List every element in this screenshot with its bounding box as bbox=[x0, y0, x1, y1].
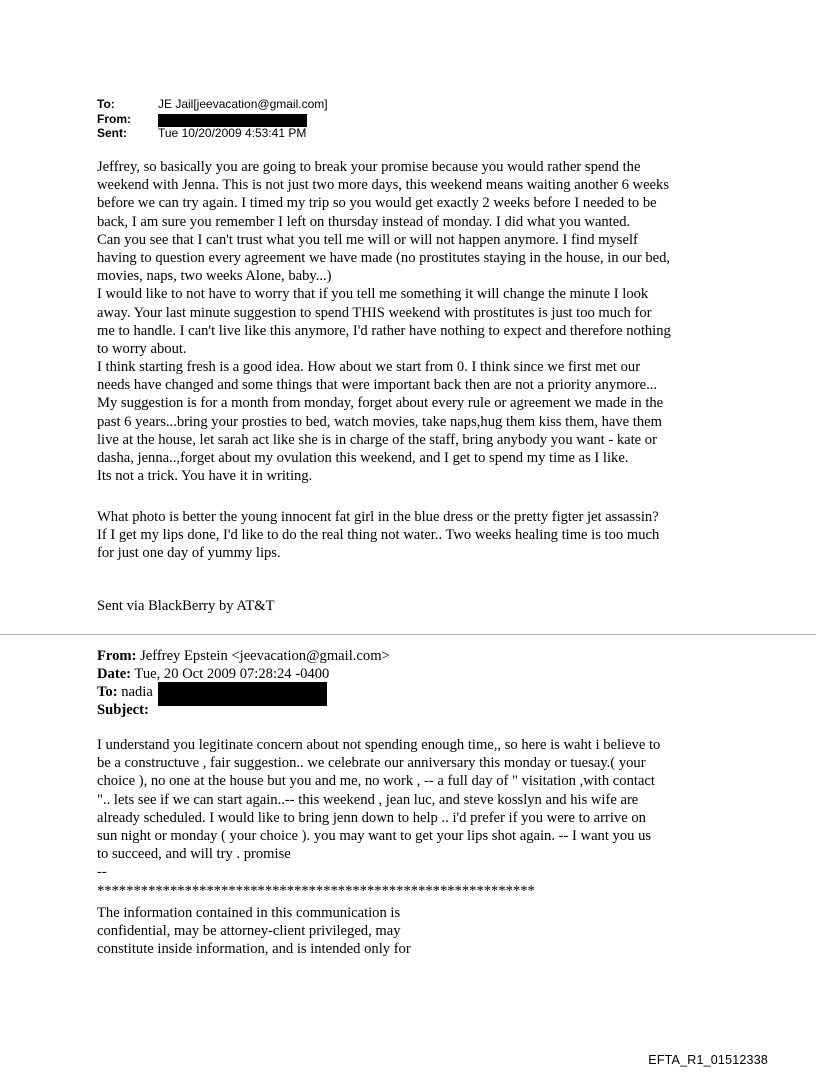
quoted-date-row bbox=[97, 665, 329, 683]
quoted-from-value: Jeffrey Epstein <jeevacation@gmail.com> bbox=[136, 648, 390, 664]
text-line: to succeed, and will try . promise bbox=[97, 846, 291, 863]
quoted-to-label: To: bbox=[97, 684, 118, 700]
text-line: sun night or monday ( your choice ). you may want to get your lips shot again. -- I want you us bbox=[97, 827, 652, 844]
text-line: movies, naps, two weeks Alone, baby...) bbox=[97, 268, 332, 285]
sent-label: Sent: bbox=[97, 126, 127, 140]
text-line: having to question every agreement we have made (no prostitutes staying in the house, in our bed, bbox=[97, 249, 671, 266]
text-line: back, I am sure you remember I left on thursday instead of monday. I did what you wanted. bbox=[97, 213, 631, 230]
message-body-paragraph bbox=[97, 508, 737, 563]
text-line: constitute inside information, and is intended only for bbox=[97, 941, 411, 958]
text-line: already scheduled. I would like to bring jenn down to help .. i'd prefer if you were to arrive on bbox=[97, 809, 646, 826]
to-value: JE Jail[jeevacation@gmail.com] bbox=[158, 97, 328, 111]
sent-value: Tue 10/20/2009 4:53:41 PM bbox=[158, 126, 307, 140]
redaction-bar bbox=[158, 682, 327, 706]
confidentiality-disclaimer bbox=[97, 904, 737, 959]
quoted-to-row bbox=[97, 683, 153, 701]
text-line: The information contained in this communication is bbox=[97, 905, 401, 921]
text-line: be a constructuve , fair suggestion.. we celebrate our anniversary this monday or tuesay.( your bbox=[97, 755, 646, 772]
text-line: I would like to not have to worry that if you tell me something it will change the minute I look bbox=[97, 286, 649, 303]
quoted-message-body bbox=[97, 736, 737, 900]
text-line: Can you see that I can't trust what you tell me will or will not happen anymore. I find myself bbox=[97, 231, 638, 248]
asterisk-divider: ************************************************************ bbox=[97, 882, 535, 899]
text-line: Sent via BlackBerry by AT&T bbox=[97, 598, 275, 614]
text-line: dasha, jenna..,forget about my ovulation this weekend, and I get to spend my time as I like. bbox=[97, 450, 629, 466]
quoted-date-label: Date: bbox=[97, 666, 132, 682]
from-label: From: bbox=[97, 112, 131, 126]
quoted-from-label: From: bbox=[97, 648, 137, 664]
text-line: ".. lets see if we can start again..-- this weekend , jean luc, and steve kosslyn and his wife are bbox=[97, 791, 639, 808]
text-line: needs have changed and some things that were important back then are not a priority anymore... bbox=[97, 377, 658, 394]
message-body-paragraph bbox=[97, 158, 737, 485]
text-line: My suggestion is for a month from monday, forget about every rule or agreement we made in the bbox=[97, 395, 664, 412]
sent-row bbox=[97, 126, 306, 140]
text-line: What photo is better the young innocent fat girl in the blue dress or the pretty figter jet assassin? bbox=[97, 509, 659, 525]
message-separator bbox=[0, 634, 816, 635]
text-line: past 6 years...bring your prosties to bed, watch movies, take naps,hug them kiss them, have them bbox=[97, 413, 662, 430]
to-row bbox=[97, 97, 328, 111]
text-line: live at the house, let sarah act like she is in charge of the staff, bring anybody you want - kate or bbox=[97, 431, 657, 448]
signature-dash: -- bbox=[97, 864, 107, 881]
text-line: for just one day of yummy lips. bbox=[97, 545, 281, 562]
text-line: confidential, may be attorney-client privileged, may bbox=[97, 923, 401, 940]
text-line: before we can try again. I timed my trip so you would get exactly 2 weeks before I needed to be bbox=[97, 195, 657, 212]
quoted-date-value: Tue, 20 Oct 2009 07:28:24 -0400 bbox=[131, 666, 330, 682]
quoted-to-value: nadia bbox=[117, 684, 153, 700]
text-line: Jeffrey, so basically you are going to break your promise because you would rather spend the bbox=[97, 159, 641, 175]
text-line: I understand you legitinate concern about not spending enough time,, so here is waht i believe to bbox=[97, 737, 661, 753]
document-id-footer: EFTA_R1_01512338 bbox=[648, 1053, 768, 1067]
text-line: weekend with Jenna. This is not just two more days, this weekend means waiting another 6 weeks bbox=[97, 177, 670, 194]
text-line: Its not a trick. You have it in writing. bbox=[97, 468, 313, 485]
sent-via-line bbox=[97, 597, 737, 615]
quoted-subject-row bbox=[97, 701, 149, 719]
text-line: choice ), no one at the house but you and me, no work , -- a full day of " visitation ,with contact bbox=[97, 773, 655, 790]
text-line: If I get my lips done, I'd like to do the real thing not water.. Two weeks healing time is too much bbox=[97, 527, 660, 544]
quoted-subject-label: Subject: bbox=[97, 702, 149, 718]
quoted-from-row bbox=[97, 647, 390, 665]
text-line: to worry about. bbox=[97, 340, 187, 357]
to-label: To: bbox=[97, 97, 115, 111]
text-line: I think starting fresh is a good idea. How about we start from 0. I think since we first met our bbox=[97, 359, 641, 376]
text-line: me to handle. I can't live like this anymore, I'd rather have nothing to expect and therefore nothing bbox=[97, 322, 671, 339]
text-line: away. Your last minute suggestion to spend THIS weekend with prostitutes is just too much for bbox=[97, 304, 652, 321]
from-row bbox=[97, 112, 158, 126]
